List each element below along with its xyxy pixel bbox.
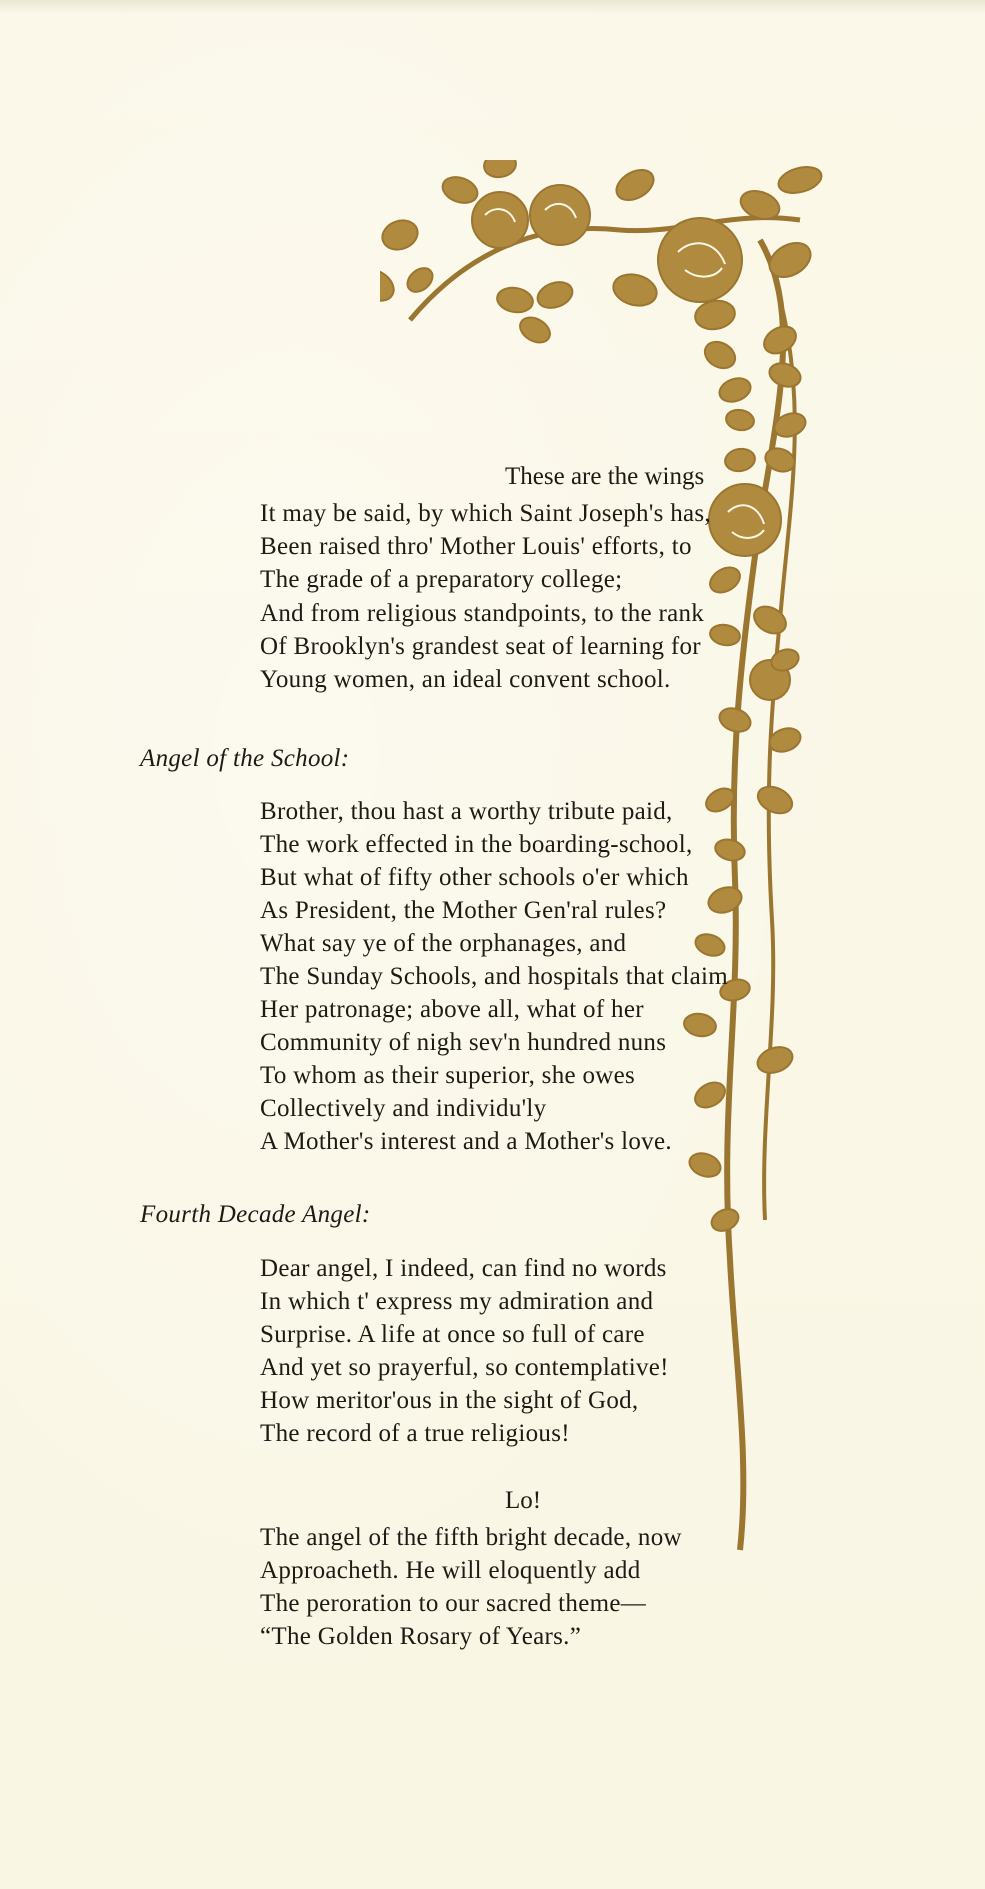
verse-line: And yet so prayerful, so contemplative! <box>260 1354 669 1381</box>
verse-line: The angel of the fifth bright decade, now <box>260 1524 682 1551</box>
verse-line: But what of fifty other schools o'er which <box>260 864 689 891</box>
verse-line: Young women, an ideal convent school. <box>260 666 671 693</box>
verse-line: The peroration to our sacred theme— <box>260 1590 647 1617</box>
verse-line: Approacheth. He will eloquently add <box>260 1557 641 1584</box>
opening-first-line: These are the wings <box>505 463 705 490</box>
verse-line: The Sunday Schools, and hospitals that claim <box>260 963 728 990</box>
verse-line: Collectively and individu'ly <box>260 1095 547 1122</box>
verse-line: Her patronage; above all, what of her <box>260 996 644 1023</box>
verse-line: Brother, thou hast a worthy tribute paid, <box>260 798 673 825</box>
verse-line: As President, the Mother Gen'ral rules? <box>260 897 667 924</box>
verse-line: What say ye of the orphanages, and <box>260 930 627 957</box>
speaker-heading: Fourth Decade Angel: <box>140 1201 371 1228</box>
verse-line: Of Brooklyn's grandest seat of learning for <box>260 633 701 660</box>
lo-line: Lo! <box>505 1487 542 1514</box>
verse-line: It may be said, by which Saint Joseph's has, <box>260 500 711 527</box>
speaker-heading: Angel of the School: <box>140 745 350 772</box>
verse-line: How meritor'ous in the sight of God, <box>260 1387 639 1414</box>
verse-line: Been raised thro' Mother Louis' efforts, to <box>260 533 692 560</box>
verse-line: The record of a true religious! <box>260 1420 570 1447</box>
verse-line: In which t' express my admiration and <box>260 1288 654 1315</box>
verse-line: Community of nigh sev'n hundred nuns <box>260 1029 667 1056</box>
verse-line: To whom as their superior, she owes <box>260 1062 636 1089</box>
paper-edge <box>0 0 985 14</box>
verse-line: The work effected in the boarding-school, <box>260 831 693 858</box>
verse-line: A Mother's interest and a Mother's love. <box>260 1128 672 1155</box>
verse-line: The grade of a preparatory college; <box>260 566 623 593</box>
verse-line: And from religious standpoints, to the rank <box>260 600 705 627</box>
verse-line: “The Golden Rosary of Years.” <box>260 1623 582 1650</box>
verse-line: Dear angel, I indeed, can find no words <box>260 1255 667 1282</box>
verse-line: Surprise. A life at once so full of care <box>260 1321 645 1348</box>
